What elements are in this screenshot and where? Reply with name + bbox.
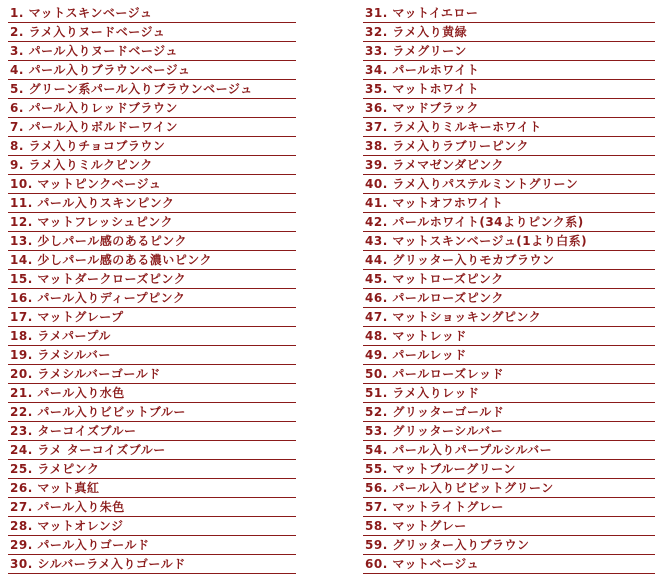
list-item: 23. ターコイズブルー bbox=[8, 422, 296, 441]
list-item: 13. 少しパール感のあるピンク bbox=[8, 232, 296, 251]
list-item: 28. マットオレンジ bbox=[8, 517, 296, 536]
list-item: 22. パール入りビビットブルー bbox=[8, 403, 296, 422]
list-item: 31. マットイエロー bbox=[363, 4, 655, 23]
list-item: 42. パールホワイト(34よりピンク系) bbox=[363, 213, 655, 232]
list-item: 30. シルバーラメ入りゴールド bbox=[8, 555, 296, 574]
list-item: 20. ラメシルバーゴールド bbox=[8, 365, 296, 384]
list-item: 5. グリーン系パール入りブラウンベージュ bbox=[8, 80, 296, 99]
list-item: 21. パール入り水色 bbox=[8, 384, 296, 403]
list-item: 37. ラメ入りミルキーホワイト bbox=[363, 118, 655, 137]
list-item: 35. マットホワイト bbox=[363, 80, 655, 99]
list-item: 14. 少しパール感のある濃いピンク bbox=[8, 251, 296, 270]
list-item: 32. ラメ入り黄緑 bbox=[363, 23, 655, 42]
list-item: 17. マットグレープ bbox=[8, 308, 296, 327]
list-item: 11. パール入りスキンピンク bbox=[8, 194, 296, 213]
list-item: 39. ラメマゼンダピンク bbox=[363, 156, 655, 175]
list-item: 18. ラメパープル bbox=[8, 327, 296, 346]
list-item: 16. パール入りディープピンク bbox=[8, 289, 296, 308]
list-item: 25. ラメピンク bbox=[8, 460, 296, 479]
list-item: 58. マットグレー bbox=[363, 517, 655, 536]
list-item: 9. ラメ入りミルクピンク bbox=[8, 156, 296, 175]
list-item: 38. ラメ入りラブリーピンク bbox=[363, 137, 655, 156]
list-item: 33. ラメグリーン bbox=[363, 42, 655, 61]
list-item: 59. グリッター入りブラウン bbox=[363, 536, 655, 555]
list-item: 57. マットライトグレー bbox=[363, 498, 655, 517]
list-item: 34. パールホワイト bbox=[363, 61, 655, 80]
list-item: 60. マットベージュ bbox=[363, 555, 655, 574]
list-item: 8. ラメ入りチョコブラウン bbox=[8, 137, 296, 156]
list-item: 48. マットレッド bbox=[363, 327, 655, 346]
list-item: 50. パールローズレッド bbox=[363, 365, 655, 384]
list-item: 43. マットスキンベージュ(1より白系) bbox=[363, 232, 655, 251]
list-item: 46. パールローズピンク bbox=[363, 289, 655, 308]
list-item: 4. パール入りブラウンベージュ bbox=[8, 61, 296, 80]
list-item: 53. グリッターシルバー bbox=[363, 422, 655, 441]
list-item: 29. パール入りゴールド bbox=[8, 536, 296, 555]
list-item: 24. ラメ ターコイズブルー bbox=[8, 441, 296, 460]
color-list-left bbox=[8, 4, 296, 576]
list-item: 52. グリッターゴールド bbox=[363, 403, 655, 422]
list-item: 45. マットローズピンク bbox=[363, 270, 655, 289]
color-list-right bbox=[363, 4, 655, 576]
list-item: 47. マットショッキングピンク bbox=[363, 308, 655, 327]
list-item: 12. マットフレッシュピンク bbox=[8, 213, 296, 232]
list-item: 2. ラメ入りヌードベージュ bbox=[8, 23, 296, 42]
list-item: 19. ラメシルバー bbox=[8, 346, 296, 365]
list-item: 54. パール入りパープルシルバー bbox=[363, 441, 655, 460]
list-item: 10. マットピンクベージュ bbox=[8, 175, 296, 194]
list-item: 15. マットダークローズピンク bbox=[8, 270, 296, 289]
list-item: 56. パール入りビビットグリーン bbox=[363, 479, 655, 498]
list-item: 36. マッドブラック bbox=[363, 99, 655, 118]
list-item: 27. パール入り朱色 bbox=[8, 498, 296, 517]
list-item: 41. マットオフホワイト bbox=[363, 194, 655, 213]
list-item: 3. パール入りヌードベージュ bbox=[8, 42, 296, 61]
list-item: 7. パール入りボルドーワイン bbox=[8, 118, 296, 137]
list-item: 1. マットスキンベージュ bbox=[8, 4, 296, 23]
list-item: 51. ラメ入りレッド bbox=[363, 384, 655, 403]
list-item: 40. ラメ入りパステルミントグリーン bbox=[363, 175, 655, 194]
list-item: 49. パールレッド bbox=[363, 346, 655, 365]
list-item: 6. パール入りレッドブラウン bbox=[8, 99, 296, 118]
list-item: 26. マット真紅 bbox=[8, 479, 296, 498]
list-item: 55. マットブルーグリーン bbox=[363, 460, 655, 479]
list-item: 44. グリッター入りモカブラウン bbox=[363, 251, 655, 270]
